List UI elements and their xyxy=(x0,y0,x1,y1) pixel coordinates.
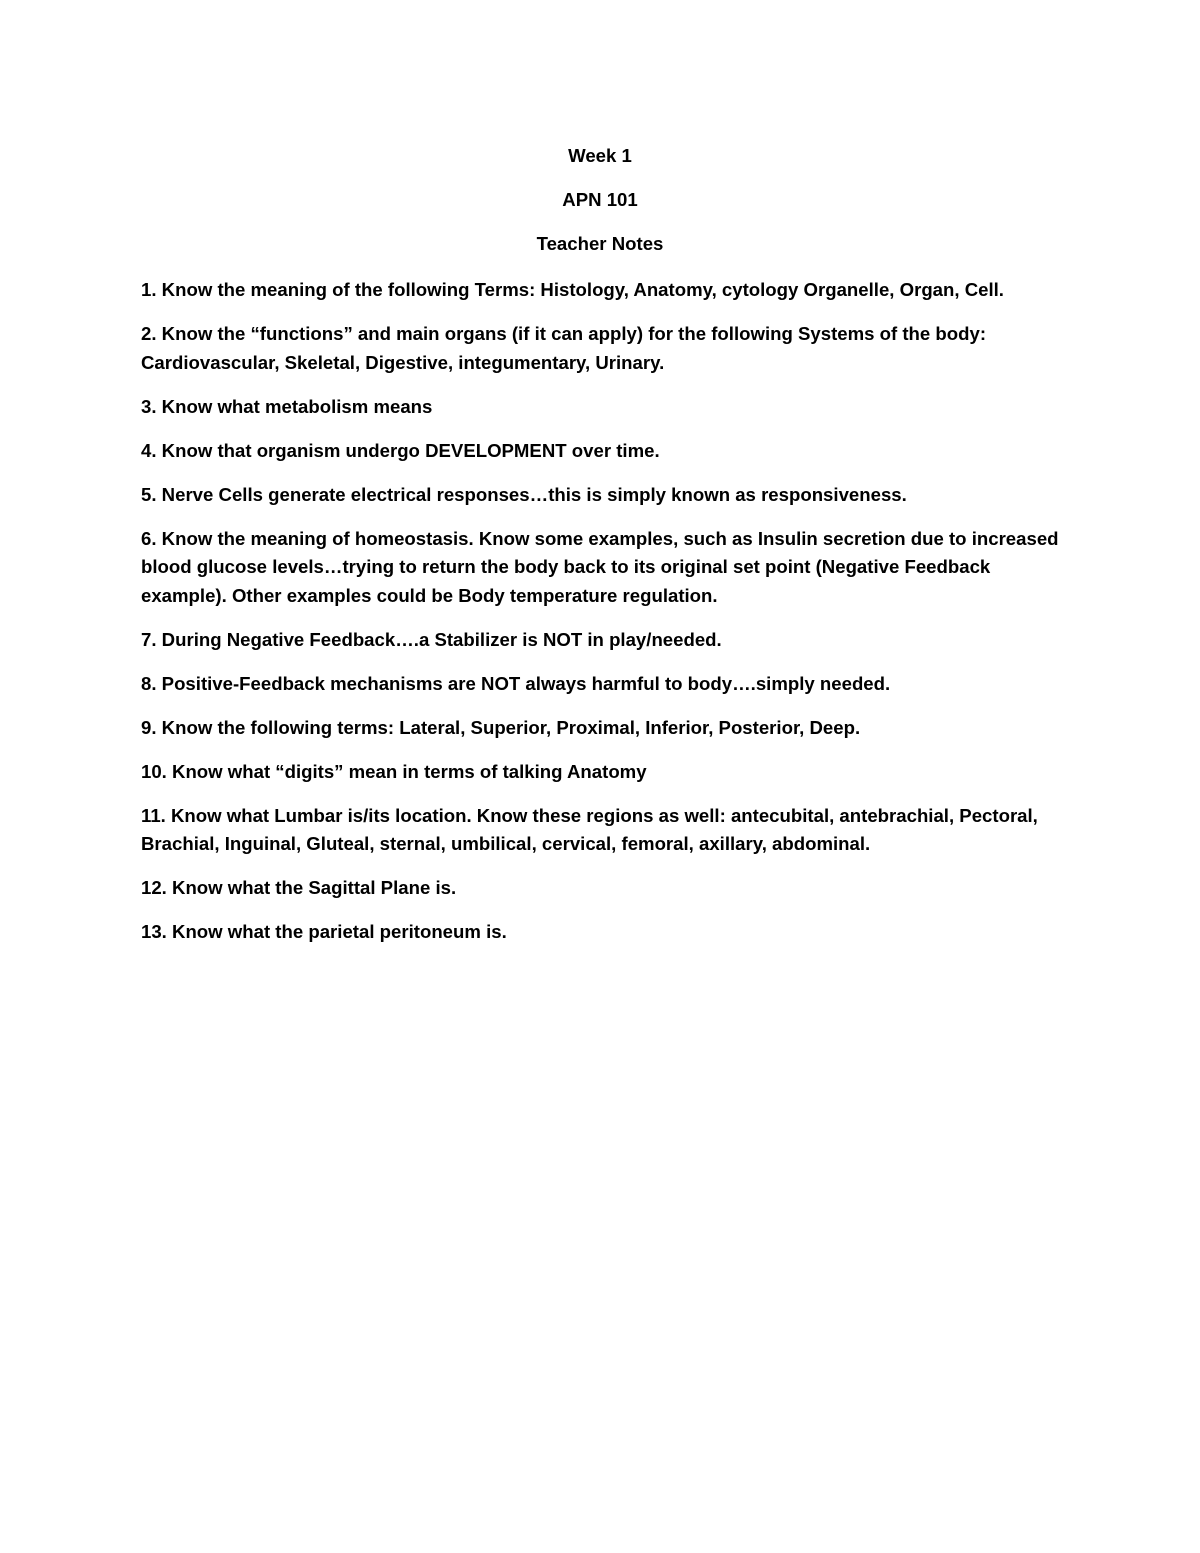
list-item: 8. Positive-Feedback mechanisms are NOT always harmful to body….simply needed. xyxy=(141,672,891,694)
list-item: 3. Know what metabolism means xyxy=(141,395,433,417)
list-item: 10. Know what “digits” mean in terms of talking Anatomy xyxy=(141,760,647,782)
list-item: 9. Know the following terms: Lateral, Superior, Proximal, Inferior, Posterior, Deep. xyxy=(141,716,861,738)
list-item: 12. Know what the Sagittal Plane is. xyxy=(141,877,457,898)
notes-heading: Teacher Notes xyxy=(536,233,664,254)
list-item: 4. Know that organism undergo DEVELOPMENT over time. xyxy=(141,439,660,461)
week-heading: Week 1 xyxy=(568,145,632,166)
list-item: 1. Know the meaning of the following Terms: Histology, Anatomy, cytology Organelle, Organ, Cell. xyxy=(141,279,1004,300)
course-heading: APN 101 xyxy=(562,189,638,210)
list-item: 5. Nerve Cells generate electrical responses…this is simply known as responsiveness. xyxy=(141,483,907,505)
list-item: 6. Know the meaning of homeostasis. Know some examples, such as Insulin secretion due to increased blood glucose levels…trying to return the body back to its original set point (Negative Feedback example). Other examples could be Body temperature regulation. xyxy=(141,527,1059,606)
list-item: 2. Know the “functions” and main organs (if it can apply) for the following Systems of the body: Cardiovascular, Skeletal, Digestive, integumentary, Urinary. xyxy=(141,323,987,373)
notes-list xyxy=(141,276,1061,962)
list-item: 11. Know what Lumbar is/its location. Know these regions as well: antecubital, antebrachial, Pectoral, Brachial, Inguinal, Gluteal, sternal, umbilical, cervical, femoral, axillary, abdominal. xyxy=(141,804,1038,854)
list-item: 7. During Negative Feedback….a Stabilizer is NOT in play/needed. xyxy=(141,628,722,650)
list-item: 13. Know what the parietal peritoneum is. xyxy=(141,921,507,942)
